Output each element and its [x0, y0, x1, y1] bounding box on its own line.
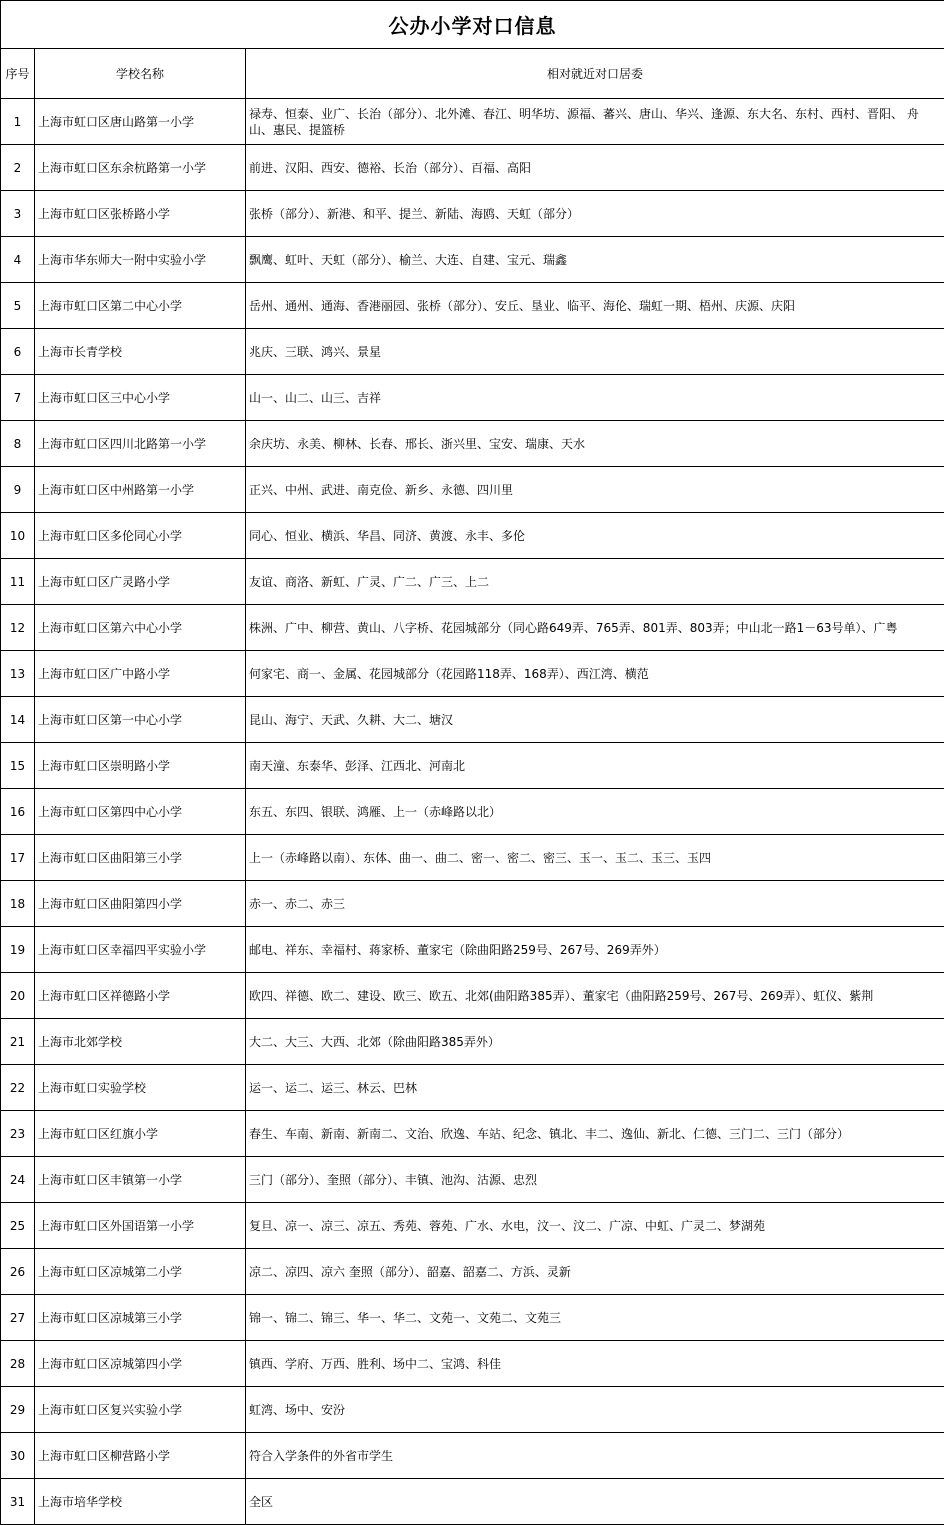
school-name: 上海市虹口区曲阳第四小学 [35, 881, 246, 927]
assigned-area [246, 743, 944, 789]
table-row [1, 697, 944, 743]
table-row [1, 237, 944, 283]
row-index: 10 [1, 513, 35, 559]
assigned-area [246, 1065, 944, 1111]
assigned-area-text: 山一、山二、山三、吉祥 [249, 390, 382, 405]
assigned-area-text: 岳州、通州、通海、香港丽园、张桥（部分）、安丘、垦业、临平、海伦、瑞虹一期、梧州、庆源、庆阳 [249, 298, 796, 313]
table-row [1, 421, 944, 467]
assigned-area-text: 正兴、中州、武进、南克俭、新乡、永德、四川里 [249, 482, 514, 497]
table-row [1, 927, 944, 973]
table-row [1, 1249, 944, 1295]
assigned-area [246, 789, 944, 835]
table-row [1, 743, 944, 789]
school-name: 上海市虹口区外国语第一小学 [35, 1203, 246, 1249]
row-index: 30 [1, 1433, 35, 1479]
table-row [1, 191, 944, 237]
header-area: 相对就近对口居委 [246, 49, 944, 99]
school-name: 上海市虹口区丰镇第一小学 [35, 1157, 246, 1203]
school-name: 上海市虹口区第四中心小学 [35, 789, 246, 835]
assigned-area [246, 881, 944, 927]
assigned-area-text: 欧四、祥德、欧二、建设、欧三、欧五、北郊(曲阳路385弄）、董家宅（曲阳路259号、267号、269弄）、虹仪、紫荆 [249, 988, 874, 1003]
assigned-area [246, 1387, 944, 1433]
row-index: 14 [1, 697, 35, 743]
school-name: 上海市虹口区中州路第一小学 [35, 467, 246, 513]
assigned-area [246, 651, 944, 697]
assigned-area [246, 283, 944, 329]
assigned-area-text: 全区 [249, 1494, 274, 1509]
table-row [1, 1065, 944, 1111]
assigned-area-text: 复旦、凉一、凉三、凉五、秀苑、蓉苑、广水、水电，汶一、汶二、广凉、中虹、广灵二、梦湖苑 [249, 1218, 766, 1233]
school-name: 上海市虹口区第一中心小学 [35, 697, 246, 743]
assigned-area-text: 株洲、广中、柳营、黄山、八字桥、花园城部分（同心路649弄、765弄、801弄、803弄；中山北一路1－63号单）、广粤 [249, 620, 898, 635]
assigned-area [246, 1019, 944, 1065]
assigned-area-text: 春生、车南、新南、新南二、文治、欣逸、车站、纪念、镇北、丰二、逸仙、新北、仁德、三门二、三门（部分） [249, 1126, 850, 1141]
table-row [1, 559, 944, 605]
school-name: 上海市虹口区多伦同心小学 [35, 513, 246, 559]
table-row [1, 973, 944, 1019]
row-index: 26 [1, 1249, 35, 1295]
row-index: 12 [1, 605, 35, 651]
school-name: 上海市虹口区复兴实验小学 [35, 1387, 246, 1433]
row-index: 21 [1, 1019, 35, 1065]
school-name: 上海市虹口区三中心小学 [35, 375, 246, 421]
assigned-area-text: 镇西、学府、万西、胜利、场中二、宝鸿、科佳 [249, 1356, 502, 1371]
table-row [1, 329, 944, 375]
table-row [1, 835, 944, 881]
assigned-area-text: 上一（赤峰路以南）、东体、曲一、曲二、密一、密二、密三、玉一、玉二、玉三、玉四 [249, 850, 712, 865]
row-index: 6 [1, 329, 35, 375]
assigned-area-text: 禄寿、恒泰、业广、长治（部分）、北外滩、春江、明华坊、源福、蕃兴、唐山、华兴、逢源、东大名、东村、西村、晋阳、 舟山、惠民、提篮桥 [249, 106, 919, 137]
row-index: 11 [1, 559, 35, 605]
assigned-area [246, 1479, 944, 1525]
assigned-area [246, 1433, 944, 1479]
table-row [1, 99, 944, 145]
table-row [1, 375, 944, 421]
row-index: 1 [1, 99, 35, 145]
assigned-area [246, 99, 944, 145]
row-index: 3 [1, 191, 35, 237]
assigned-area-text: 张桥（部分）、新港、和平、提兰、新陆、海鸥、天虹（部分） [249, 206, 580, 221]
assigned-area-text: 三门（部分）、奎照（部分）、丰镇、池沟、沽源、忠烈 [249, 1172, 538, 1187]
assigned-area [246, 927, 944, 973]
row-index: 9 [1, 467, 35, 513]
row-index: 4 [1, 237, 35, 283]
school-name: 上海市虹口区广灵路小学 [35, 559, 246, 605]
assigned-area [246, 605, 944, 651]
table-row [1, 1479, 944, 1525]
table-row [1, 1387, 944, 1433]
assigned-area-text: 同心、恒业、横浜、华昌、同济、黄渡、永丰、多伦 [249, 528, 526, 543]
table-row [1, 1433, 944, 1479]
school-name: 上海市华东师大一附中实验小学 [35, 237, 246, 283]
school-name: 上海市虹口区四川北路第一小学 [35, 421, 246, 467]
school-name: 上海市虹口区凉城第二小学 [35, 1249, 246, 1295]
table-row [1, 789, 944, 835]
school-name: 上海市长青学校 [35, 329, 246, 375]
assigned-area-text: 友谊、商洛、新虹、广灵、广二、广三、上二 [249, 574, 490, 589]
assigned-area [246, 467, 944, 513]
assigned-area [246, 145, 944, 191]
assigned-area [246, 1249, 944, 1295]
school-name: 上海市虹口区崇明路小学 [35, 743, 246, 789]
school-name: 上海市虹口区红旗小学 [35, 1111, 246, 1157]
row-index: 8 [1, 421, 35, 467]
assigned-area-text: 兆庆、三联、鸿兴、景星 [249, 344, 382, 359]
assigned-area-text: 凉二、凉四、凉六 奎照（部分）、韶嘉、韶嘉二、方浜、灵新 [249, 1264, 571, 1279]
assigned-area-text: 邮电、祥东、幸福村、蒋家桥、董家宅（除曲阳路259号、267号、269弄外） [249, 942, 666, 957]
assigned-area [246, 191, 944, 237]
assigned-area [246, 1295, 944, 1341]
row-index: 24 [1, 1157, 35, 1203]
header-index: 序号 [1, 49, 35, 99]
row-index: 20 [1, 973, 35, 1019]
row-index: 5 [1, 283, 35, 329]
school-name: 上海市虹口区第二中心小学 [35, 283, 246, 329]
assigned-area-text: 前进、汉阳、西安、德裕、长治（部分）、百福、高阳 [249, 160, 532, 175]
table-row [1, 1341, 944, 1387]
assigned-area [246, 375, 944, 421]
table-row [1, 881, 944, 927]
table-row [1, 1111, 944, 1157]
assigned-area-text: 东五、东四、银联、鸿雁、上一（赤峰路以北） [249, 804, 502, 819]
header-school: 学校名称 [35, 49, 246, 99]
row-index: 29 [1, 1387, 35, 1433]
table-row [1, 513, 944, 559]
row-index: 27 [1, 1295, 35, 1341]
assigned-area-text: 虹湾、场中、安汾 [249, 1402, 346, 1417]
assigned-area [246, 1111, 944, 1157]
assigned-area [246, 1341, 944, 1387]
assigned-area-text: 赤一、赤二、赤三 [249, 896, 346, 911]
assigned-area [246, 237, 944, 283]
school-name: 上海市北郊学校 [35, 1019, 246, 1065]
row-index: 19 [1, 927, 35, 973]
assigned-area [246, 1157, 944, 1203]
assigned-area [246, 559, 944, 605]
school-name: 上海市虹口区广中路小学 [35, 651, 246, 697]
school-name: 上海市虹口区唐山路第一小学 [35, 99, 246, 145]
assigned-area-text: 南天潼、东泰华、彭泽、江西北、河南北 [249, 758, 466, 773]
school-name: 上海市虹口实验学校 [35, 1065, 246, 1111]
header-row [1, 49, 944, 99]
school-name: 上海市虹口区凉城第四小学 [35, 1341, 246, 1387]
row-index: 13 [1, 651, 35, 697]
school-name: 上海市虹口区祥德路小学 [35, 973, 246, 1019]
row-index: 17 [1, 835, 35, 881]
assigned-area-text: 余庆坊、永美、柳林、长春、邢长、浙兴里、宝安、瑞康、天水 [249, 436, 586, 451]
table-row [1, 467, 944, 513]
assigned-area-text: 大二、大三、大西、北郊（除曲阳路385弄外） [249, 1034, 500, 1049]
school-name: 上海市虹口区第六中心小学 [35, 605, 246, 651]
assigned-area-text: 昆山、海宁、天武、久耕、大二、塘汉 [249, 712, 454, 727]
school-name: 上海市虹口区幸福四平实验小学 [35, 927, 246, 973]
assigned-area [246, 835, 944, 881]
assigned-area [246, 513, 944, 559]
assigned-area [246, 697, 944, 743]
table-title: 公办小学对口信息 [1, 1, 944, 49]
school-name: 上海市虹口区曲阳第三小学 [35, 835, 246, 881]
school-name: 上海市虹口区东余杭路第一小学 [35, 145, 246, 191]
assigned-area-text: 符合入学条件的外省市学生 [249, 1448, 394, 1463]
school-name: 上海市虹口区柳营路小学 [35, 1433, 246, 1479]
title-row [1, 1, 944, 49]
table-row [1, 651, 944, 697]
assigned-area [246, 421, 944, 467]
row-index: 15 [1, 743, 35, 789]
school-name: 上海市虹口区张桥路小学 [35, 191, 246, 237]
table-row [1, 145, 944, 191]
row-index: 7 [1, 375, 35, 421]
row-index: 2 [1, 145, 35, 191]
row-index: 25 [1, 1203, 35, 1249]
row-index: 16 [1, 789, 35, 835]
row-index: 23 [1, 1111, 35, 1157]
table-row [1, 283, 944, 329]
school-name: 上海市虹口区凉城第三小学 [35, 1295, 246, 1341]
assigned-area [246, 973, 944, 1019]
row-index: 18 [1, 881, 35, 927]
assigned-area [246, 1203, 944, 1249]
assigned-area-text: 飘鹰、虹叶、天虹（部分）、榆兰、大连、自建、宝元、瑞鑫 [249, 252, 568, 267]
row-index: 31 [1, 1479, 35, 1525]
assigned-area [246, 329, 944, 375]
table-row [1, 1203, 944, 1249]
assigned-area-text: 锦一、锦二、锦三、华一、华二、文苑一、文苑二、文苑三 [249, 1310, 562, 1325]
school-name: 上海市培华学校 [35, 1479, 246, 1525]
assigned-area-text: 何家宅、商一、金属、花园城部分（花园路118弄、168弄）、西江湾、横范 [249, 666, 649, 681]
row-index: 28 [1, 1341, 35, 1387]
row-index: 22 [1, 1065, 35, 1111]
assigned-area-text: 运一、运二、运三、林云、巴林 [249, 1080, 418, 1095]
table-row [1, 605, 944, 651]
table-row [1, 1019, 944, 1065]
table-row [1, 1157, 944, 1203]
table-row [1, 1295, 944, 1341]
